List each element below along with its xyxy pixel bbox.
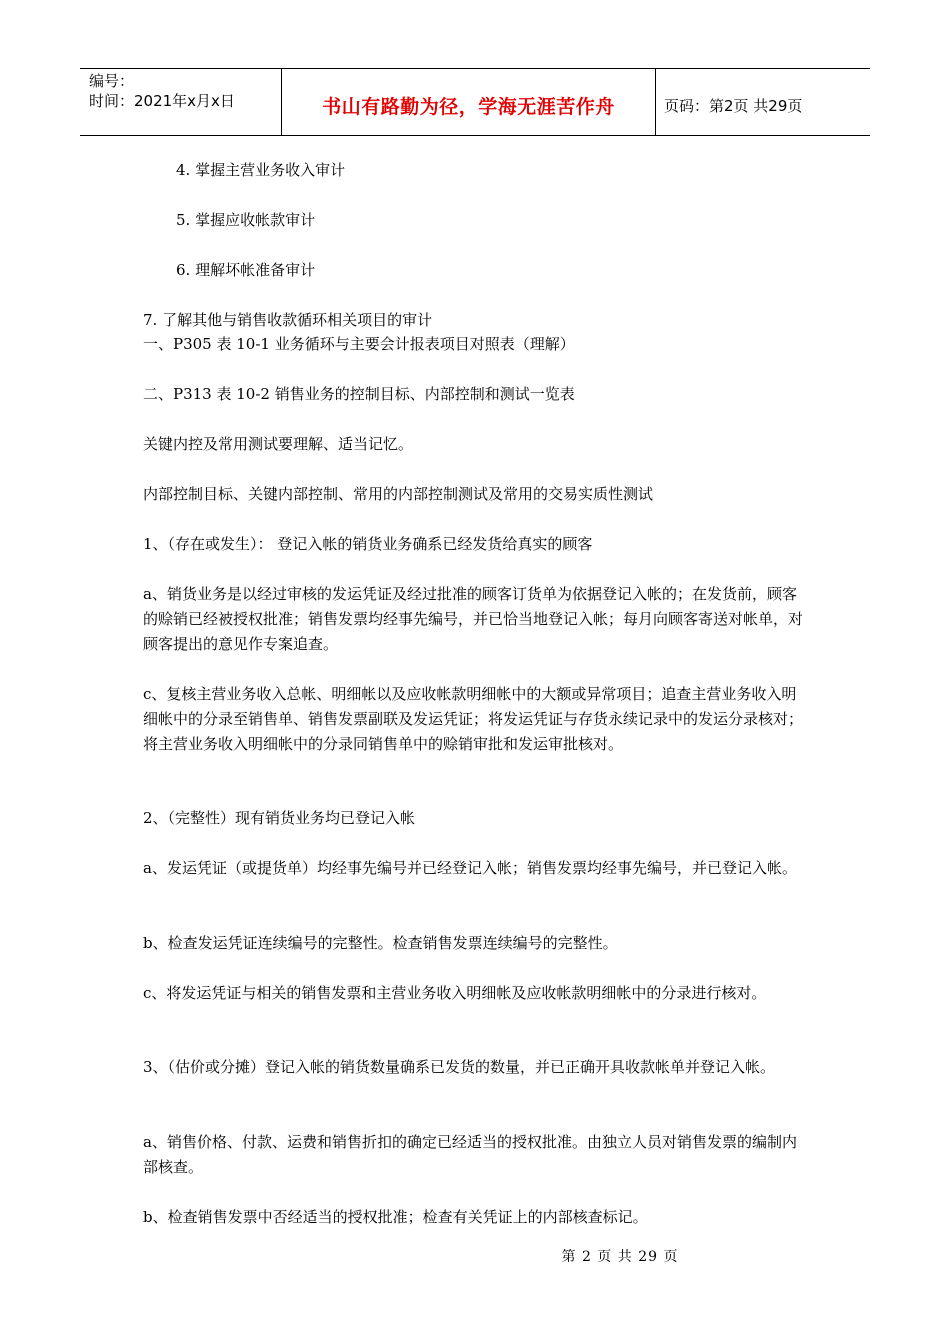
body-paragraph: a、销货业务是以经过审核的发运凭证及经过批准的顾客订货单为依据登记入帐的；在发货前，顾客的赊销已经被授权批准；销售发票均经事先编号，并已恰当地登记入帐；每月向顾客寄送对帐单，对顾客提出的意见作专案追查。 [143, 585, 804, 653]
body-paragraph: c、复核主营业务收入总帐、明细帐以及应收帐款明细帐中的大额或异常项目；追查主营业务收入明细帐中的分录至销售单、销售发票副联及发运凭证；将发运凭证与存货永续记录中的发运分录核对；将主营业务收入明细帐中的分录同销售单中的赊销审批和发运审批核对。 [143, 685, 804, 753]
body-paragraph: 关键内控及常用测试要理解、适当记忆。 [143, 435, 414, 453]
body-paragraph: c、将发运凭证与相关的销售发票和主营业务收入明细帐及应收帐款明细帐中的分录进行核对。 [143, 984, 767, 1002]
section-heading: 二、P313 表 10-2 销售业务的控制目标、内部控制和测试一览表 [143, 385, 575, 403]
list-item: 7. 了解其他与销售收款循环相关项目的审计 [143, 311, 433, 329]
list-item: 4. 掌握主营业务收入审计 [176, 161, 346, 179]
header-motto: 书山有路勤为径，学海无涯苦作舟 [282, 69, 656, 135]
number-label: 编号： [89, 72, 135, 90]
header-meta [80, 69, 282, 135]
body-paragraph: a、发运凭证（或提货单）均经事先编号并已经登记入帐；销售发票均经事先编号，并已登记入帐。 [143, 859, 797, 877]
body-paragraph: b、检查销售发票中否经适当的授权批准；检查有关凭证上的内部核查标记。 [143, 1208, 648, 1226]
body-paragraph: b、检查发运凭证连续编号的完整性。检查销售发票连续编号的完整性。 [143, 934, 618, 952]
list-item: 5. 掌握应收帐款审计 [176, 211, 316, 229]
control-objective: 2、（完整性）现有销货业务均已登记入帐 [143, 809, 416, 827]
control-objective: 1、（存在或发生）： 登记入帐的销货业务确系已经发货给真实的顾客 [143, 535, 593, 553]
body-paragraph: a、销售价格、付款、运费和销售折扣的确定已经适当的授权批准。由独立人员对销售发票的编制内部核查。 [143, 1133, 797, 1176]
control-objective: 3、（估价或分摊）登记入帐的销货数量确系已发货的数量，并已正确开具收款帐单并登记入帐。 [143, 1058, 776, 1076]
page-footer: 第 2 页 共 29 页 [561, 1249, 679, 1265]
section-heading: 一、P305 表 10-1 业务循环与主要会计报表项目对照表（理解） [143, 335, 575, 353]
time-label: 时间：2021年x月x日 [89, 92, 235, 110]
header-page-info: 页码：第2页 共29页 [664, 96, 803, 115]
body-paragraph: 内部控制目标、关键内部控制、常用的内部控制测试及常用的交易实质性测试 [143, 485, 654, 503]
list-item: 6. 理解坏帐准备审计 [176, 261, 316, 279]
page-header [80, 68, 870, 136]
